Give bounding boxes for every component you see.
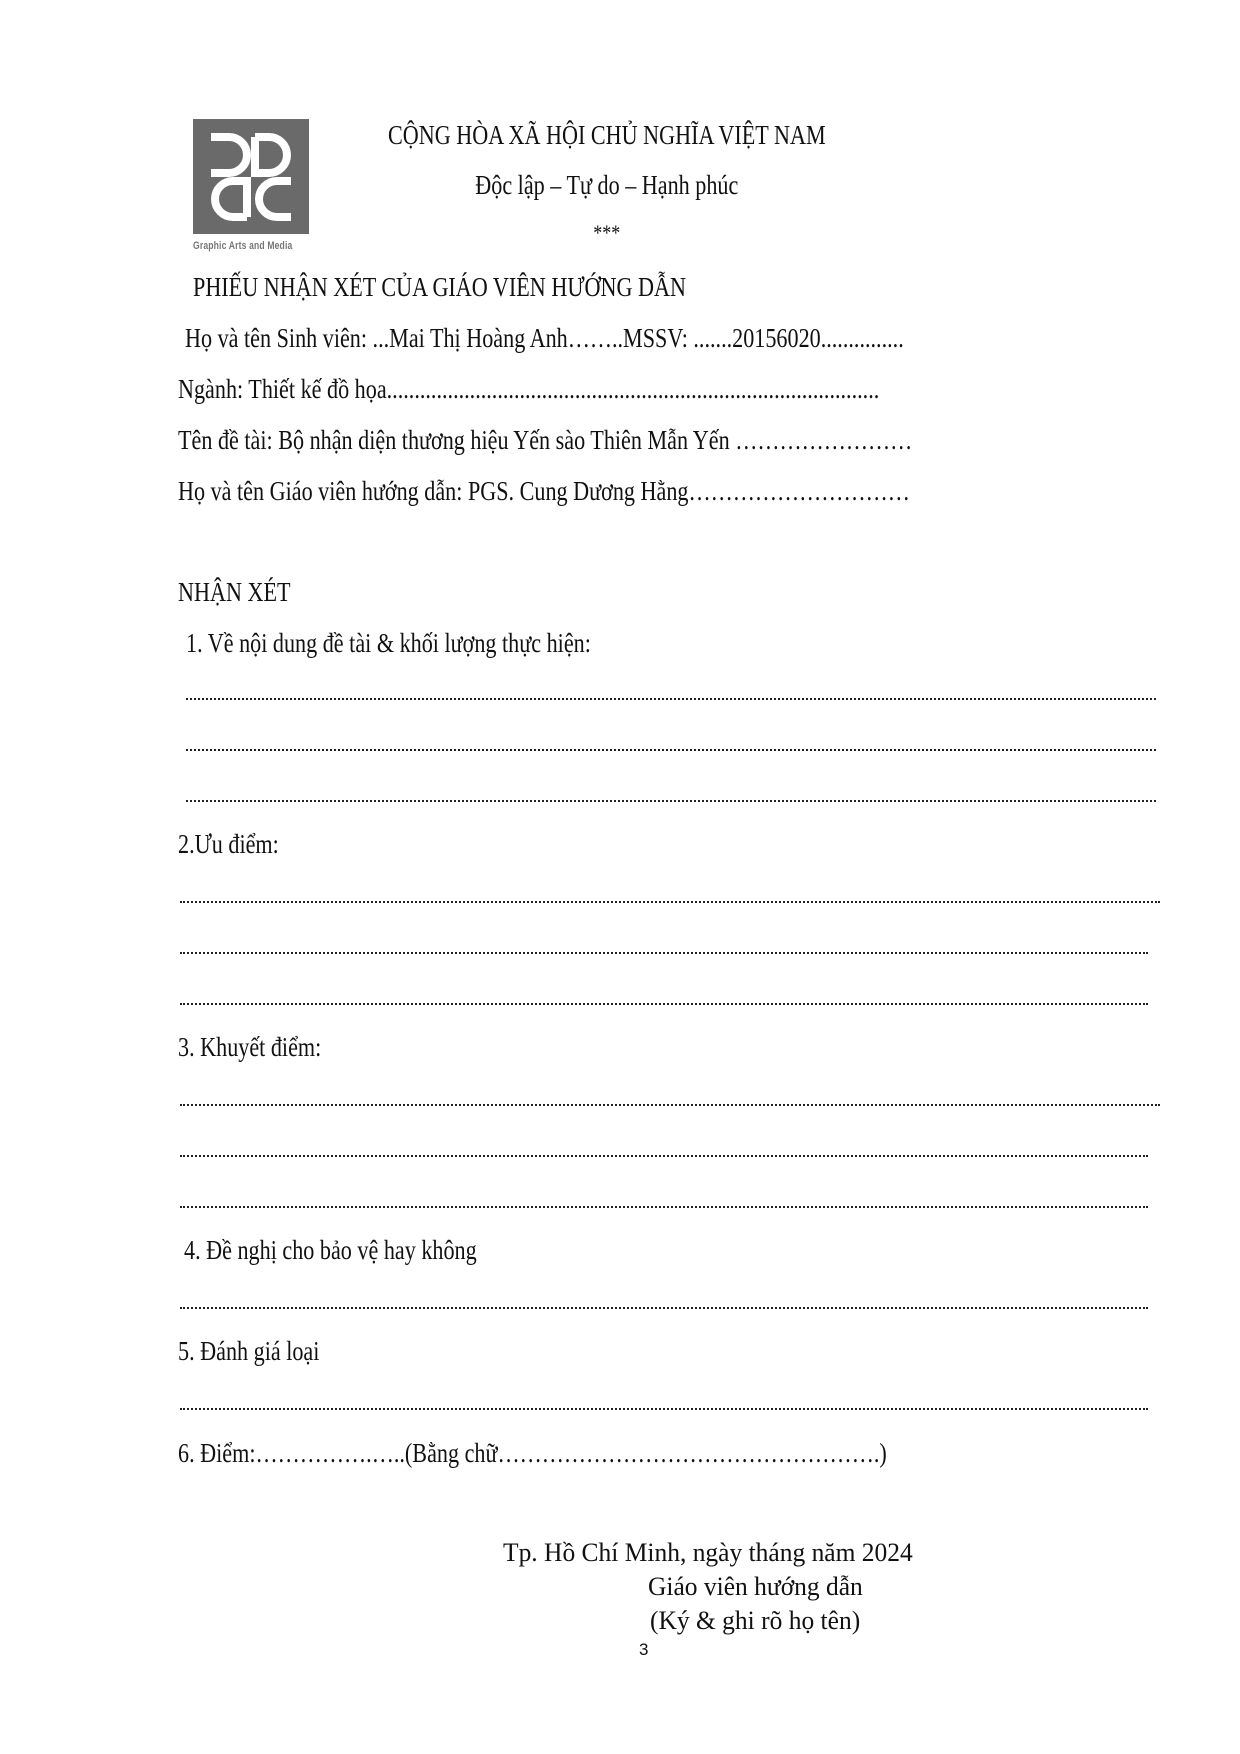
section-weaknesses-label: 3. Khuyết điểm:: [178, 1032, 322, 1062]
separator-stars: ***: [593, 220, 621, 245]
blank-line[interactable]: [180, 1404, 1148, 1410]
blank-line[interactable]: [180, 1303, 1148, 1309]
signer-role: Giáo viên hướng dẫn: [648, 1572, 863, 1601]
blank-line[interactable]: [180, 1202, 1148, 1208]
advisor-line: Họ và tên Giáo viên hướng dẫn: PGS. Cung Dương Hằng…………………………: [178, 476, 910, 506]
topic-line: Tên đề tài: Bộ nhận diện thương hiệu Yến sào Thiên Mẫn Yến ……………………: [178, 425, 913, 455]
form-title: PHIẾU NHẬN XÉT CỦA GIÁO VIÊN HƯỚNG DẪN: [193, 272, 686, 302]
major-line: Ngành: Thiết kế đồ họa.........................................................................................: [178, 374, 880, 404]
blank-line[interactable]: [186, 796, 1156, 802]
place-date: Tp. Hồ Chí Minh, ngày tháng năm 2024: [503, 1538, 913, 1567]
blank-line[interactable]: [186, 745, 1156, 751]
blank-line[interactable]: [180, 1151, 1148, 1157]
blank-line[interactable]: [180, 948, 1148, 954]
section-grade-label: 5. Đánh giá loại: [178, 1336, 320, 1366]
section-content-label: 1. Về nội dung đề tài & khối lượng thực hiện:: [186, 628, 591, 658]
blank-line[interactable]: [180, 1100, 1160, 1106]
student-info-line: Họ và tên Sinh viên: ...Mai Thị Hoàng Anh……..MSSV: .......20156020...............: [185, 323, 904, 353]
signature-note: (Ký & ghi rõ họ tên): [650, 1606, 861, 1635]
section-strengths-label: 2.Ưu điểm:: [178, 829, 279, 859]
blank-line[interactable]: [186, 694, 1156, 700]
logo-caption: Graphic Arts and Media: [193, 240, 293, 252]
review-heading: NHẬN XÉT: [178, 577, 291, 607]
blank-line[interactable]: [180, 999, 1148, 1005]
country-heading: CỘNG HÒA XÃ HỘI CHỦ NGHĨA VIỆT NAM: [387, 120, 826, 150]
motto: Độc lập – Tự do – Hạnh phúc: [475, 170, 739, 200]
blank-line[interactable]: [180, 897, 1160, 903]
section-defense-label: 4. Đề nghị cho bảo vệ hay không: [184, 1235, 477, 1265]
score-line[interactable]: 6. Điểm:…………….…..(Bằng chữ…………………………………………….): [178, 1438, 887, 1468]
page-number: 3: [639, 1640, 649, 1659]
